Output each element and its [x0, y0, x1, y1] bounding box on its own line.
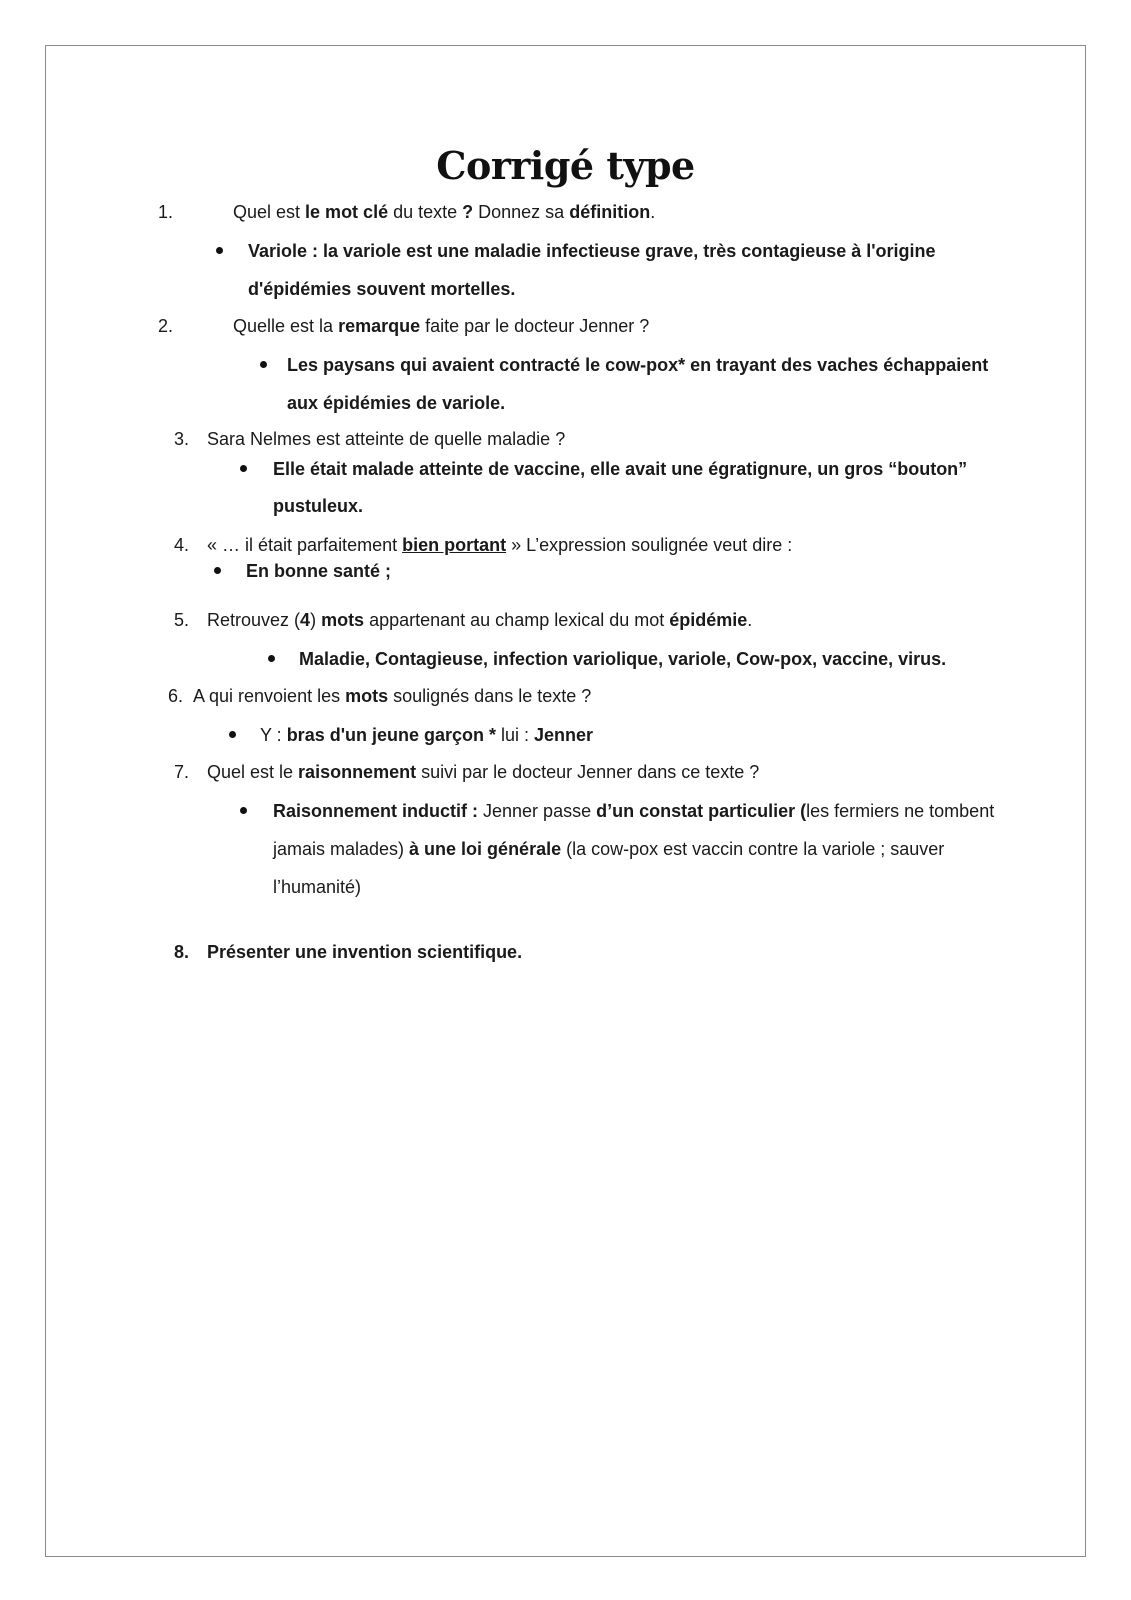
item-1-number: 1.: [158, 202, 174, 222]
bullet-icon: [268, 655, 275, 662]
item-8-number: 8.: [174, 942, 190, 962]
item-7-answer-line-1: Raisonnement inductif : Jenner passe d’un constat particulier (les fermiers ne tombent: [273, 801, 995, 821]
item-8-question: Présenter une invention scientifique.: [207, 942, 523, 962]
item-3-answer-line-1: Elle était malade atteinte de vaccine, elle avait une égratignure, un gros “bouton”: [273, 459, 968, 479]
item-1-answer-line-2: d'épidémies souvent mortelles.: [248, 279, 516, 299]
page-title: Corrigé type: [436, 143, 695, 188]
item-6-number: 6.: [168, 686, 184, 706]
item-4-number: 4.: [174, 535, 190, 555]
item-2-answer-line-1: Les paysans qui avaient contracté le cow-pox* en trayant des vaches échappaient: [287, 355, 989, 375]
item-2-answer-line-2: aux épidémies de variole.: [287, 393, 506, 413]
item-3-answer-line-2: pustuleux.: [273, 496, 364, 516]
item-6-question: A qui renvoient les mots soulignés dans le texte ?: [193, 686, 592, 706]
item-7-number: 7.: [174, 762, 190, 782]
item-2-question: Quelle est la remarque faite par le docteur Jenner ?: [233, 316, 650, 336]
item-5-answer: Maladie, Contagieuse, infection variolique, variole, Cow-pox, vaccine, virus.: [299, 649, 947, 669]
bullet-icon: [214, 567, 221, 574]
bullet-icon: [229, 731, 236, 738]
item-5-question: Retrouvez (4) mots appartenant au champ lexical du mot épidémie.: [207, 610, 753, 630]
item-4-question: « … il était parfaitement bien portant » L’expression soulignée veut dire :: [207, 535, 793, 555]
item-2-number: 2.: [158, 316, 174, 336]
item-6-answer: Y : bras d'un jeune garçon * lui : Jenner: [260, 725, 594, 745]
item-3-question: Sara Nelmes est atteinte de quelle maladie ?: [207, 429, 566, 449]
item-7-question: Quel est le raisonnement suivi par le docteur Jenner dans ce texte ?: [207, 762, 760, 782]
bullet-icon: [260, 361, 267, 368]
bullet-icon: [216, 247, 223, 254]
item-4-answer: En bonne santé ;: [246, 561, 392, 581]
bullet-icon: [240, 807, 247, 814]
item-3-number: 3.: [174, 429, 190, 449]
item-1-question: Quel est le mot clé du texte ? Donnez sa définition.: [233, 202, 656, 222]
item-1-answer-line-1: Variole : la variole est une maladie infectieuse grave, très contagieuse à l'origine: [248, 241, 936, 261]
item-7-answer-line-2: jamais malades) à une loi générale (la cow-pox est vaccin contre la variole ; sauver: [273, 839, 945, 859]
bullet-icon: [240, 465, 247, 472]
item-7-answer-line-3: l’humanité): [273, 877, 362, 897]
item-5-number: 5.: [174, 610, 190, 630]
